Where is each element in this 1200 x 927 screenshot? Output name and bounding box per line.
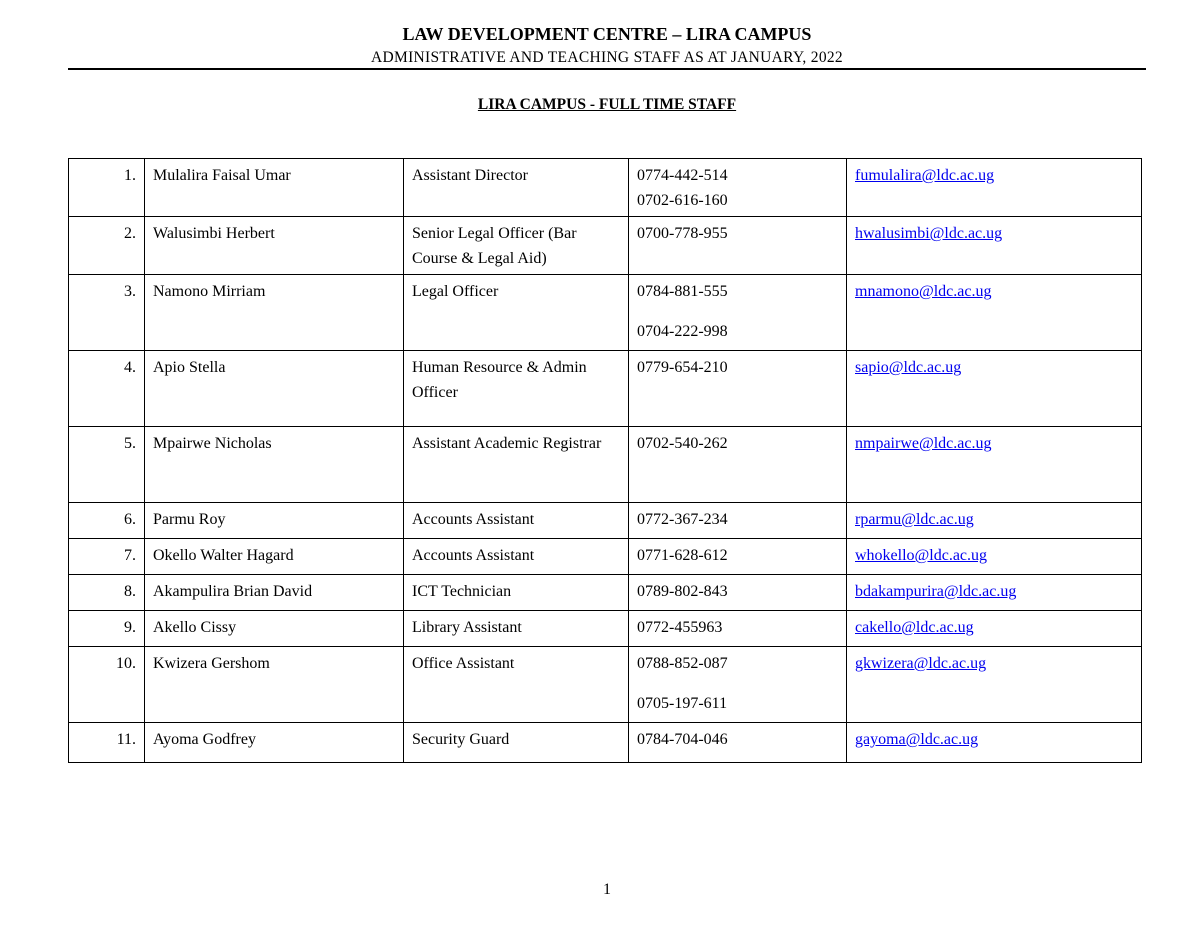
table-row bbox=[69, 275, 1142, 351]
phone-primary: 0784-704-046 bbox=[637, 731, 728, 748]
table-row bbox=[69, 159, 1142, 217]
staff-email bbox=[847, 217, 1142, 275]
phone-secondary: 0704-222-998 bbox=[637, 323, 728, 340]
staff-name: Kwizera Gershom bbox=[145, 647, 404, 723]
phone-primary: 0779-654-210 bbox=[637, 359, 728, 376]
table-row bbox=[69, 647, 1142, 723]
table-row bbox=[69, 611, 1142, 647]
staff-name: Namono Mirriam bbox=[145, 275, 404, 351]
email-link[interactable]: sapio@ldc.ac.ug bbox=[855, 359, 962, 376]
staff-email bbox=[847, 647, 1142, 723]
staff-email bbox=[847, 427, 1142, 503]
email-link[interactable]: hwalusimbi@ldc.ac.ug bbox=[855, 225, 1003, 242]
staff-email bbox=[847, 611, 1142, 647]
table-row bbox=[69, 723, 1142, 763]
staff-name: Parmu Roy bbox=[145, 503, 404, 539]
staff-position: Accounts Assistant bbox=[404, 539, 629, 575]
staff-table bbox=[68, 158, 1142, 763]
email-link[interactable]: fumulalira@ldc.ac.ug bbox=[855, 167, 995, 184]
table-row bbox=[69, 217, 1142, 275]
staff-position: ICT Technician bbox=[404, 575, 629, 611]
staff-position: Assistant Academic Registrar bbox=[404, 427, 629, 503]
staff-position: Legal Officer bbox=[404, 275, 629, 351]
phone-primary: 0771-628-612 bbox=[637, 547, 728, 564]
staff-phone bbox=[629, 647, 847, 723]
document-title: LAW DEVELOPMENT CENTRE – LIRA CAMPUS bbox=[402, 24, 812, 44]
staff-name: Akampulira Brian David bbox=[145, 575, 404, 611]
phone-secondary: 0702-616-160 bbox=[637, 192, 728, 209]
staff-position: Senior Legal Officer (Bar Course & Legal Aid) bbox=[404, 217, 629, 275]
staff-name: Okello Walter Hagard bbox=[145, 539, 404, 575]
row-number: 5. bbox=[69, 427, 145, 503]
staff-phone bbox=[629, 351, 847, 427]
staff-name: Ayoma Godfrey bbox=[145, 723, 404, 763]
staff-phone bbox=[629, 159, 847, 217]
row-number: 6. bbox=[69, 503, 145, 539]
staff-phone bbox=[629, 723, 847, 763]
email-link[interactable]: rparmu@ldc.ac.ug bbox=[855, 511, 974, 528]
email-link[interactable]: bdakampurira@ldc.ac.ug bbox=[855, 583, 1017, 600]
row-number: 10. bbox=[69, 647, 145, 723]
staff-phone bbox=[629, 575, 847, 611]
phone-primary: 0700-778-955 bbox=[637, 225, 728, 242]
phone-primary: 0772-367-234 bbox=[637, 511, 728, 528]
staff-position: Accounts Assistant bbox=[404, 503, 629, 539]
email-link[interactable]: mnamono@ldc.ac.ug bbox=[855, 283, 992, 300]
email-link[interactable]: gkwizera@ldc.ac.ug bbox=[855, 655, 987, 672]
staff-position: Human Resource & Admin Officer bbox=[404, 351, 629, 427]
staff-phone bbox=[629, 427, 847, 503]
email-link[interactable]: whokello@ldc.ac.ug bbox=[855, 547, 988, 564]
phone-primary: 0784-881-555 bbox=[637, 283, 728, 300]
section-heading: LIRA CAMPUS - FULL TIME STAFF bbox=[477, 96, 737, 113]
table-row bbox=[69, 539, 1142, 575]
staff-phone bbox=[629, 539, 847, 575]
staff-name: Mulalira Faisal Umar bbox=[145, 159, 404, 217]
table-row bbox=[69, 351, 1142, 427]
phone-primary: 0774-442-514 bbox=[637, 167, 728, 184]
staff-email bbox=[847, 351, 1142, 427]
table-row bbox=[69, 575, 1142, 611]
staff-phone bbox=[629, 217, 847, 275]
row-number: 9. bbox=[69, 611, 145, 647]
row-number: 1. bbox=[69, 159, 145, 217]
row-number: 3. bbox=[69, 275, 145, 351]
row-number: 4. bbox=[69, 351, 145, 427]
staff-email bbox=[847, 723, 1142, 763]
staff-position: Assistant Director bbox=[404, 159, 629, 217]
row-number: 2. bbox=[69, 217, 145, 275]
phone-primary: 0788-852-087 bbox=[637, 655, 728, 672]
phone-primary: 0772-455963 bbox=[637, 619, 723, 636]
staff-position: Security Guard bbox=[404, 723, 629, 763]
staff-email bbox=[847, 275, 1142, 351]
staff-email bbox=[847, 159, 1142, 217]
staff-email bbox=[847, 539, 1142, 575]
table-row bbox=[69, 503, 1142, 539]
staff-name: Mpairwe Nicholas bbox=[145, 427, 404, 503]
table-row bbox=[69, 427, 1142, 503]
staff-email bbox=[847, 503, 1142, 539]
page-number: 1 bbox=[603, 881, 611, 898]
document-subtitle: ADMINISTRATIVE AND TEACHING STAFF AS AT JANUARY, 2022 bbox=[371, 49, 843, 66]
staff-phone bbox=[629, 275, 847, 351]
email-link[interactable]: nmpairwe@ldc.ac.ug bbox=[855, 435, 992, 452]
email-link[interactable]: gayoma@ldc.ac.ug bbox=[855, 731, 979, 748]
staff-email bbox=[847, 575, 1142, 611]
staff-phone bbox=[629, 503, 847, 539]
staff-position: Office Assistant bbox=[404, 647, 629, 723]
staff-name: Apio Stella bbox=[145, 351, 404, 427]
staff-name: Walusimbi Herbert bbox=[145, 217, 404, 275]
phone-secondary: 0705-197-611 bbox=[637, 695, 728, 712]
phone-primary: 0702-540-262 bbox=[637, 435, 728, 452]
row-number: 11. bbox=[69, 723, 145, 763]
row-number: 7. bbox=[69, 539, 145, 575]
row-number: 8. bbox=[69, 575, 145, 611]
staff-name: Akello Cissy bbox=[145, 611, 404, 647]
phone-primary: 0789-802-843 bbox=[637, 583, 728, 600]
header-divider bbox=[68, 68, 1146, 70]
staff-phone bbox=[629, 611, 847, 647]
email-link[interactable]: cakello@ldc.ac.ug bbox=[855, 619, 974, 636]
staff-position: Library Assistant bbox=[404, 611, 629, 647]
